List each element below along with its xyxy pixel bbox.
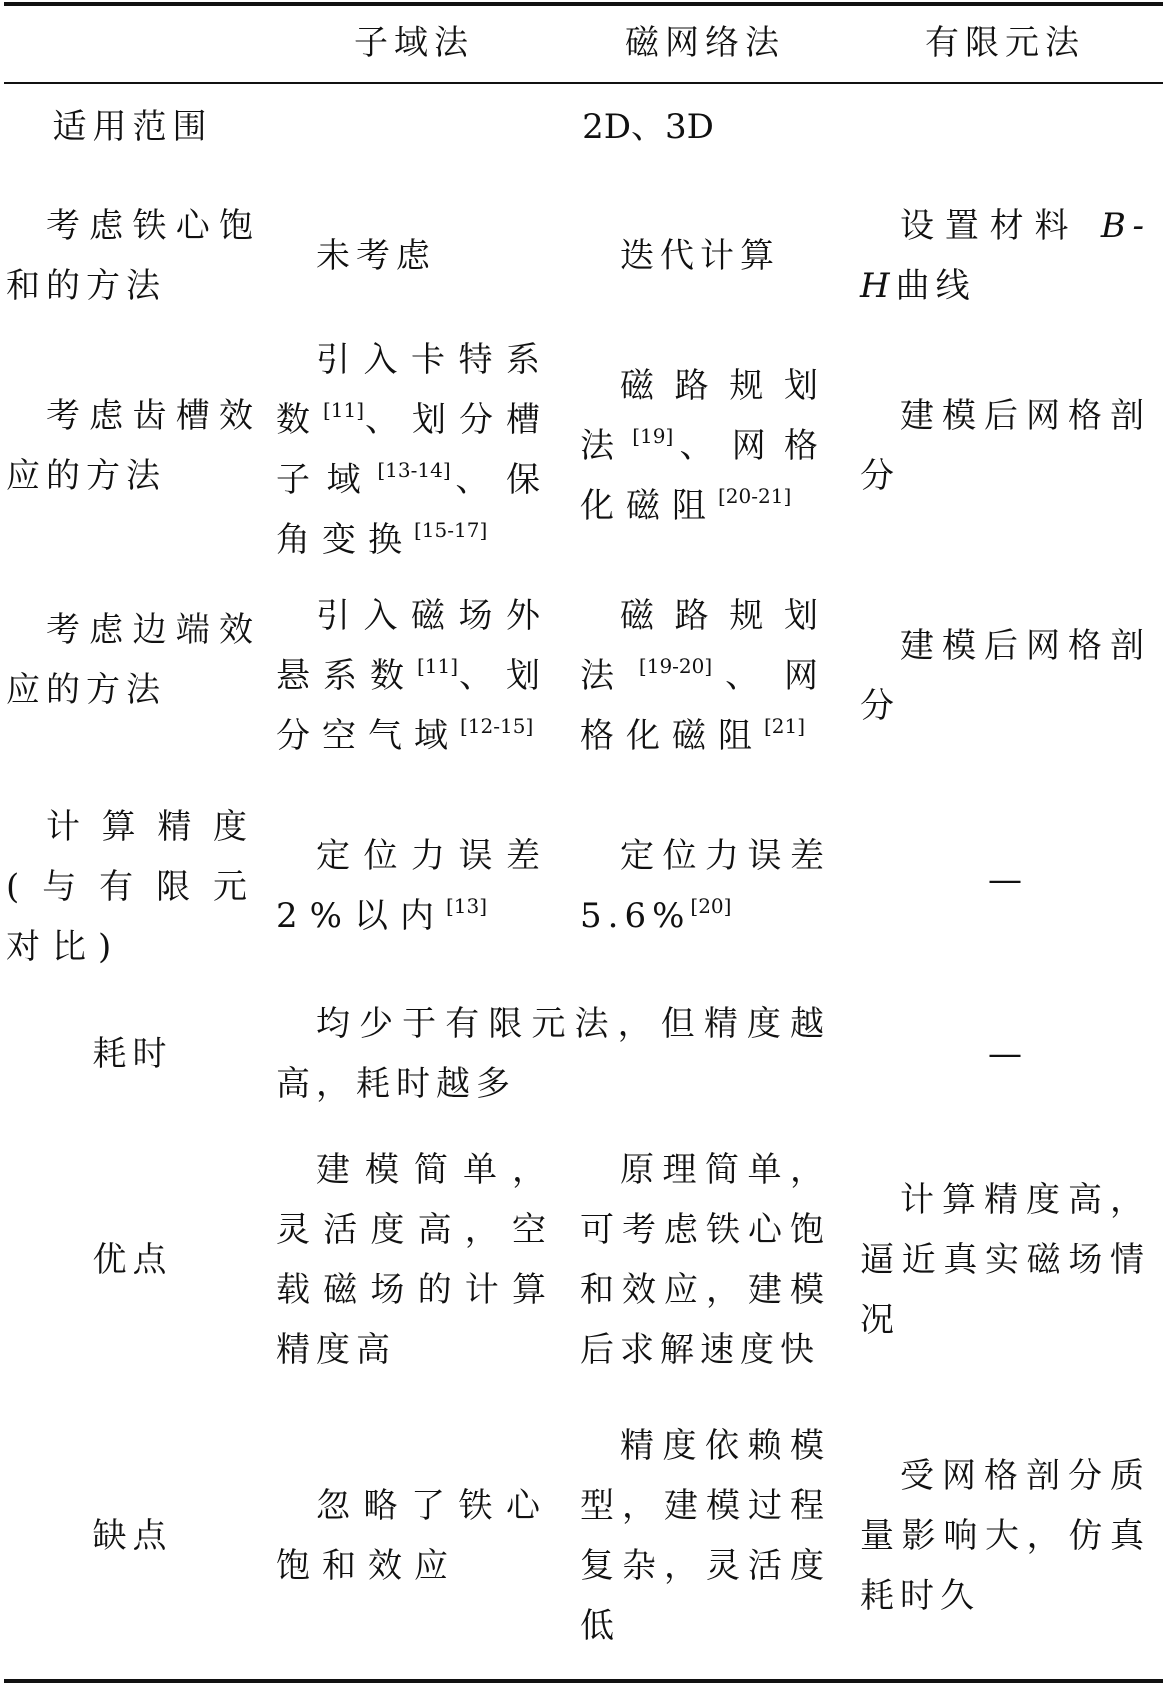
end-effect-subdomain [276,586,552,766]
cogging-magnetic-network [580,356,830,536]
citation-ref: [15-17] [414,518,488,542]
row-label-accuracy: 计算精度(与有限元对比) [6,807,259,967]
cogging-mn-text1: 磁路规划法 [580,366,830,466]
row-label-cogging: 考虑齿槽效应的方法 [6,396,259,496]
citation-ref: [12-15] [460,714,534,738]
advantages-subdomain: 建模简单，灵活度高，空载磁场的计算精度高 [276,1150,552,1370]
scope-value: 2D、3D [582,107,714,147]
fem-tail: 曲线 [895,266,976,306]
end-subdomain-text2: 、划分空气域 [276,656,553,756]
header-rule [4,82,1163,84]
accuracy-subdomain-text: 定位力误差2%以内 [276,836,552,936]
saturation-fem [860,196,1150,316]
saturation-magnetic-network: 迭代计算 [620,236,780,276]
citation-ref: [11] [323,398,365,422]
cogging-subdomain [276,330,552,570]
end-mn-text2: 、网格化磁阻 [580,656,831,756]
cogging-subdomain-text1: 引入卡特系数 [276,340,552,440]
time-value: 均少于有限元法，但精度越高，耗时越多 [276,1004,830,1104]
row-label-scope: 适用范围 [52,107,213,147]
accuracy-fem-dash: — [988,860,1022,900]
citation-ref: [13-14] [377,458,451,482]
disadvantages-magnetic-network: 精度依赖模型，建模过程复杂，灵活度低 [580,1426,830,1646]
end-effect-fem: 建模后网格剖分 [860,626,1150,726]
header-magnetic-network: 磁网络法 [625,23,785,63]
table-bottom-rule [4,1679,1163,1683]
cogging-fem: 建模后网格剖分 [860,396,1150,496]
row-label-advantages: 优点 [92,1240,173,1280]
advantages-fem: 计算精度高，逼近真实磁场情况 [860,1180,1150,1340]
bh-curve-symbol: B-H [860,206,1150,306]
end-effect-magnetic-network [580,586,830,766]
disadvantages-fem: 受网格剖分质量影响大，仿真耗时久 [860,1456,1150,1616]
accuracy-subdomain [276,826,552,946]
citation-ref: [20] [690,894,732,918]
header-col0 [6,10,259,76]
fem-text: 设置材料 [900,206,1101,246]
row-label-saturation: 考虑铁心饱和的方法 [6,206,259,306]
cogging-subdomain-text2: 、划分槽子域 [276,400,553,500]
advantages-magnetic-network: 原理简单，可考虑铁心饱和效应，建模后求解速度快 [580,1150,830,1370]
cogging-mn-text2: 、网格化磁阻 [580,426,830,526]
table-top-rule [4,2,1163,6]
citation-ref: [19-20] [638,654,713,678]
row-label-end-effect: 考虑边端效应的方法 [6,610,259,710]
citation-ref: [13] [445,894,488,918]
citation-ref: [20-21] [718,484,792,508]
row-label-time: 耗时 [92,1034,173,1074]
end-subdomain-text1: 引入磁场外悬系数 [276,596,552,696]
saturation-subdomain: 未考虑 [316,236,436,276]
citation-ref: [19] [632,424,674,448]
header-subdomain: 子域法 [354,23,474,63]
accuracy-magnetic-network [580,826,830,946]
row-label-disadvantages: 缺点 [92,1516,173,1556]
header-fem: 有限元法 [925,23,1085,63]
citation-ref: [11] [416,654,459,678]
citation-ref: [21] [764,714,806,738]
cogging-subdomain-text3: 、保角变换 [276,460,553,560]
disadvantages-subdomain: 忽略了铁心饱和效应 [276,1486,552,1586]
accuracy-mn-text: 定位力误差5.6% [580,836,830,936]
end-mn-text1: 磁路规划法 [580,596,830,696]
time-fem-dash: — [988,1034,1022,1074]
